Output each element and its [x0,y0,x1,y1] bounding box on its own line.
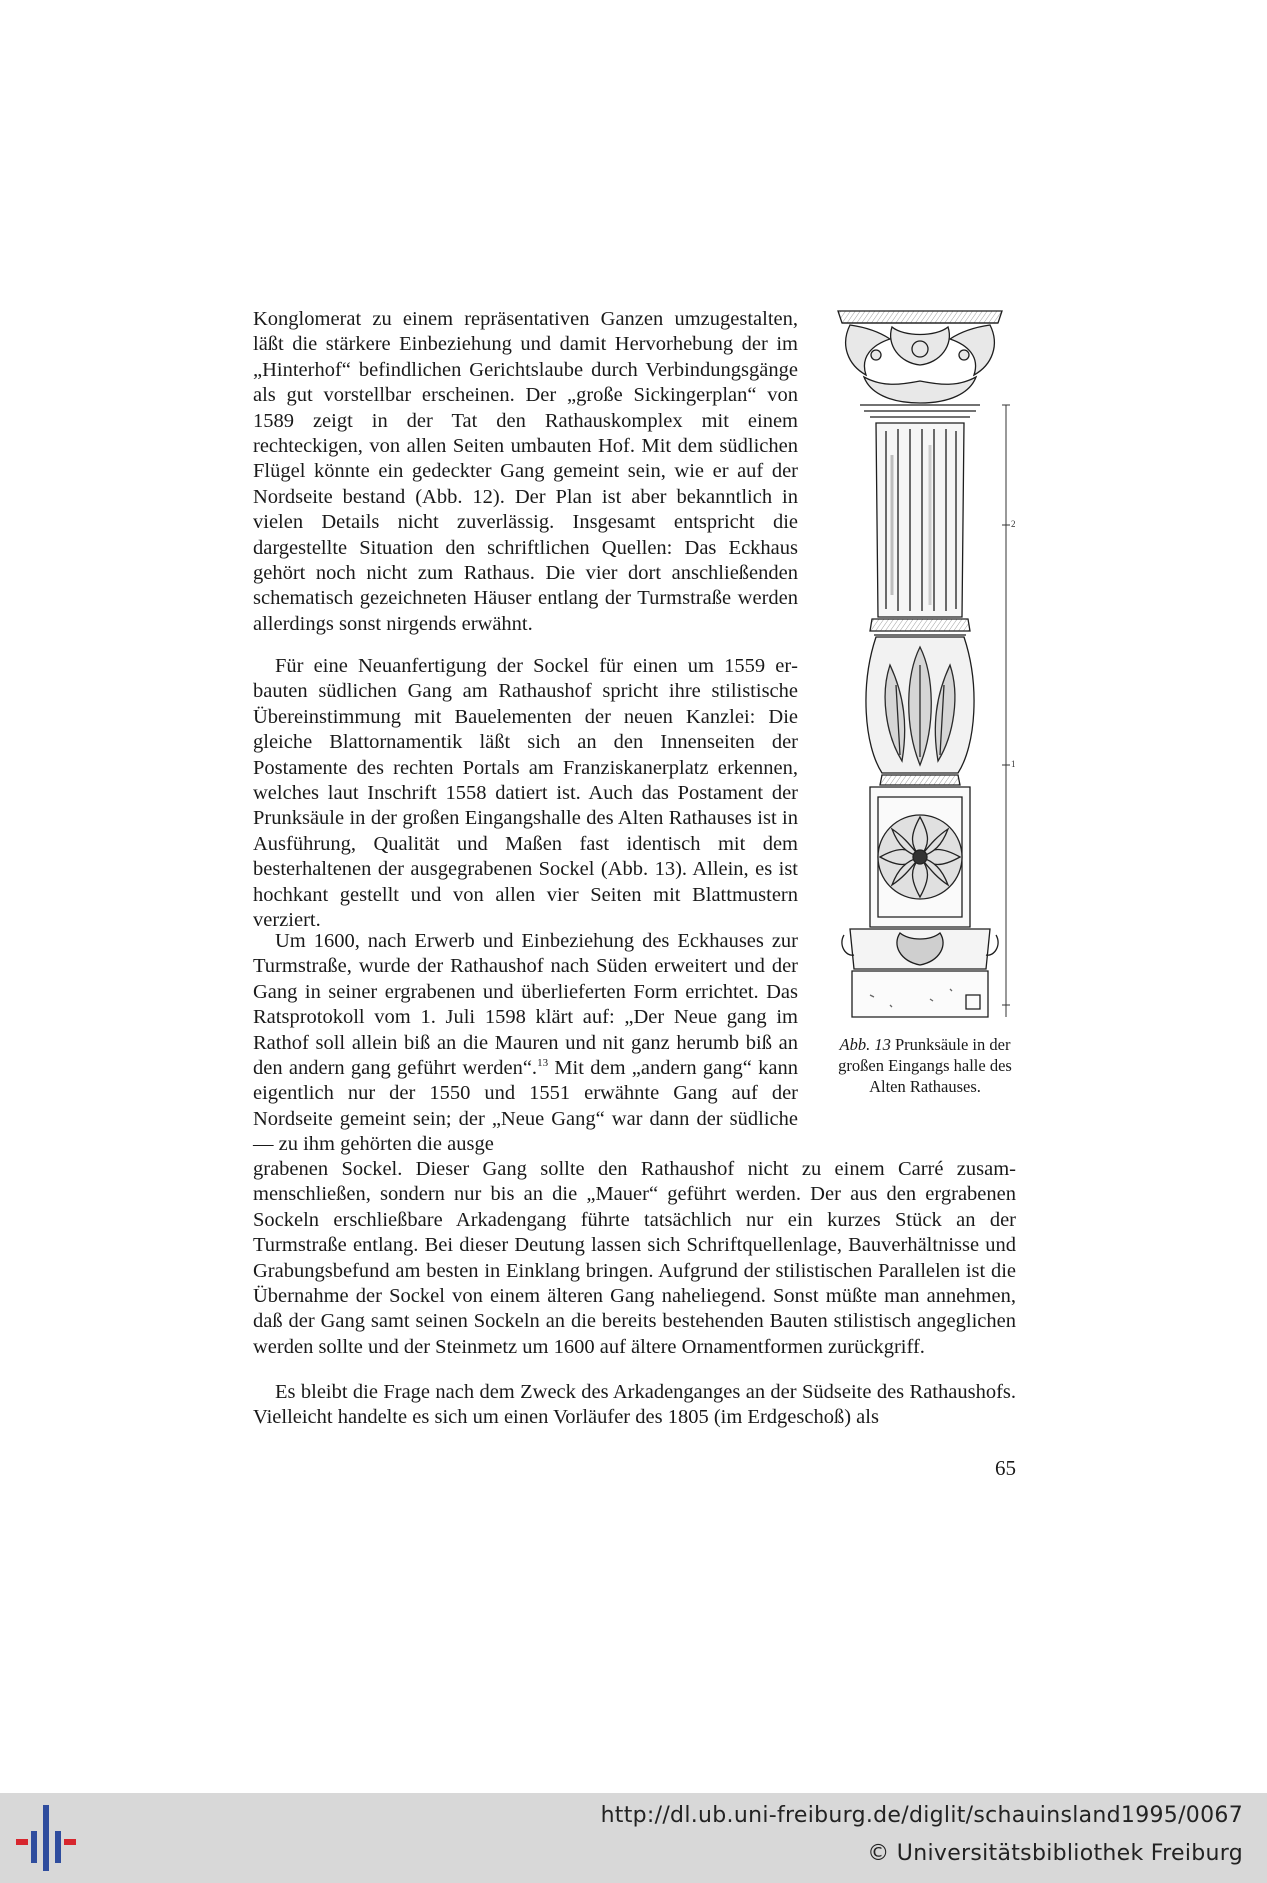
scale-mark-1: 1 [1011,759,1016,769]
figure-caption [826,1034,1024,1097]
paragraph-3-text: Um 1600, nach Erwerb und Einbeziehung des Eckhauses zur Turmstraße, wurde der Rathaushof nach Süden erweitert und der Gang in seiner ergrabenen und überlieferten Form errichtet. Das Ratsprotokoll vom 1. Juli 1598 klärt auf: „Der Neue gang im Rathof soll allein biß an die Mauren und nit ganz herumb biß an den andern gang geführt werden“. [253,930,798,1080]
copyright-notice: © Universitätsbibliothek Freiburg [867,1841,1243,1866]
paragraph-3-lower: grabenen Sockel. Dieser Gang sollte den Rathaushof nicht zu einem Carré zusammenschließen, sondern nur bis an die „Mauer“ geführt werden. Der aus den ergrabenen Sockeln erschließbare Arkadengang führte tatsächlich nur ein kurzes Stück an der Turmstraße entlang. Bei dieser Deutung lassen sich Schriftquellenlage, Bauverhältnisse und Grabungsbefund am besten in Einklang bringen. Aufgrund der stilistischen Parallelen ist die Übernahme der Sockel von einem älteren Gang naheliegend. Sonst müßte man annehmen, daß der Gang samt seinen Sockeln an die bereits bestehenden Bauten stilistisch angeglichen werden sollte und der Steinmetz um 1600 auf ältere Ornamentformen zurückgriff. [253,1158,1016,1358]
permalink-url[interactable]: http://dl.ub.uni-freiburg.de/diglit/schauinsland1995/0067 [600,1803,1243,1828]
paragraph-3-text-continued: Mit dem „andern gang“ kann eigentlich nur der 1550 und 1551 erwähnte Gang auf der Nordseite gemeint sein; der „Neue Gang“ war dann der südliche — zu ihm gehörten die ausge [253,1057,798,1156]
footnote-marker: 13 [537,1057,549,1070]
scale-mark-2: 2 [1011,519,1016,529]
column-illustration [830,305,1020,1025]
footer-bar [0,1793,1267,1883]
paragraph-1: Konglomerat zu einem repräsentativen Ganzen umzugestalten, läßt die stärkere Einbeziehung und damit Hervorhebung der im „Hinterhof“ befindlichen Gerichtslaube durch Verbindungsgänge als gut vorstellbar erscheinen. Der „große Sickingerplan“ von 1589 zeigt in der Tat den Rathauskomplex mit einem rechteckigen, von allen Seiten umbauten Hof. Mit dem südlichen Flügel könnte ein gedeckter Gang gemeint sein, wie er auf der Nordseite bestand (Abb. 12). Der Plan ist aber bekanntlich in vielen Details nicht zuverlässig. Insgesamt entspricht die dargestellte Situation den schriftlichen Quellen: Das Eckhaus gehört noch nicht zum Rathaus. Die vier dort anschließenden schematisch gezeichneten Häuser entlang der Turmstraße werden allerdings sonst nirgends erwähnt. [253,308,798,635]
caption-text: Prunksäule in der großen Eingangs halle des Alten Rathauses. [838,1035,1012,1096]
library-logo-icon[interactable] [12,1805,80,1871]
paragraph-2: Für eine Neuanfertigung der Sockel für einen um 1559 erbauten südlichen Gang am Rathaushof spricht ihre stilistische Übereinstimmung mit Bauelementen der neuen Kanzlei: Die gleiche Blattornamentik läßt sich an den Innenseiten der Postamente des rechten Portals am Franziskanerplatz erkennen, welches laut Inschrift 1558 datiert ist. Auch das Postament der Prunksäule in der großen Eingangshalle des Alten Rathauses ist in Ausführung, Qualität und Maßen fast identisch mit dem besterhaltenen der ausgegrabenen Sockel (Abb. 13). Allein, es ist hochkant gestellt und von allen vier Seiten mit Blattmustern verziert. [253,655,798,932]
page-number: 65 [995,1456,1016,1480]
paragraph-3-upper [253,929,798,1158]
paragraph-4: Es bleibt die Frage nach dem Zweck des Arkadenganges an der Südseite des Rathaushofs. Vielleicht handelte es sich um einen Vorläufer des 1805 (im Erdgeschoß) als [253,1381,1016,1429]
caption-label: Abb. 13 [839,1035,891,1054]
